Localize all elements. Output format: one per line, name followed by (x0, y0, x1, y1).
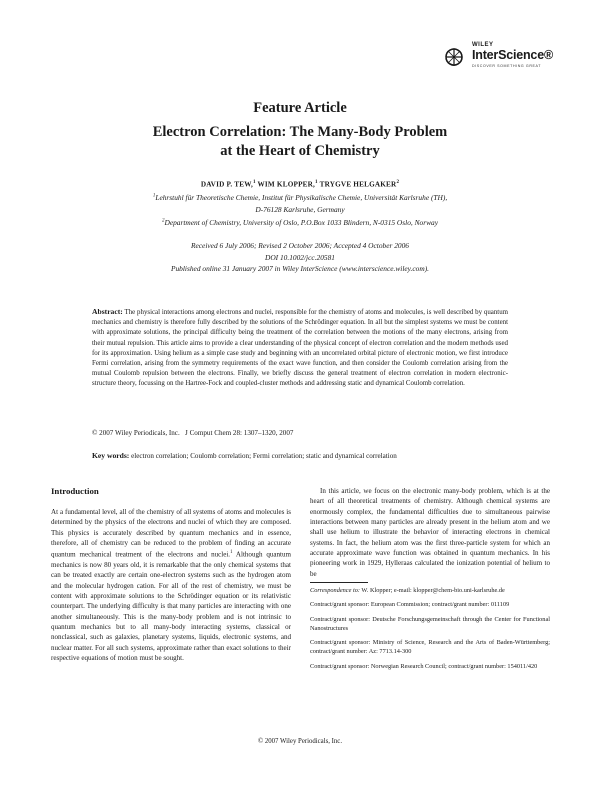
abstract (92, 307, 508, 390)
intro-paragraph-part2: Although quantum mechanics is now 80 years old, it is remarkable that the only chemical systems that can be treated exactly are certain one-electron systems such as the hydrogen atom and the molecular hydrogen cation. For all of the rest of chemistry, we must be content with approximate solutions to the Schrödinger equation or its relativistic counterpart. The underlying difficulty is that many particles are interacting with one another simultaneously. This is the many-body problem and is not intrinsic to quantum mechanics but to all many-body interacting systems, classical or nonclassical, such as galaxies, planetary systems, liquids, electronic systems, and nuclear matter. For all such systems, approximate rather than exact solutions to their respective equations of motion must be sought. (51, 550, 291, 663)
doi: DOI 10.1002/jcc.20581 (265, 253, 335, 262)
abstract-label: Abstract: (92, 307, 123, 316)
abstract-text: The physical interactions among electrons and nuclei, responsible for the chemistry of atoms and molecules, is well described by quantum mechanics and chemistry is therefore fully described by the solutions of the Schrödinger equation. In all but the simplest systems we must be content with approximate solutions, the principal difficulty being the treatment of the correlation between the motions of the many electrons, arising from their mutual repulsion. This article aims to provide a clear understanding of the physical concept of electron correlation and the modern methods used for its approximation. Using helium as a simple case study and beginning with an uncorrelated orbital picture of electronic motion, we first introduce Fermi correlation, arising from the symmetry requirements of the exact wave function, and then consider the Coulomb correlation arising from the mutual Coulomb repulsion between the electrons. Finally, we briefly discuss the general treatment of electron correlation in modern electronic-structure theory, focussing on the Hartree-Fock and coupled-cluster methods and addressing static and dynamical Coulomb correlation. (92, 309, 508, 388)
copyright-owner: © 2007 Wiley Periodicals, Inc. (92, 429, 180, 437)
intro-paragraph-part1: At a fundamental level, all of the chemistry of all systems of atoms and molecules is determined by the physics of the electrons and nuclei of which they are composed. This physics is accurately described by quantum mechanics and in essence, therefore, all of chemistry can be reduced to the problem of finding an accurate quantum mechanical treatment of the electrons and nuclei. (51, 508, 291, 559)
copyright-citation (92, 429, 508, 437)
affiliation-2-sup: 2 (161, 218, 165, 224)
affiliation-1 (0, 193, 600, 202)
author-klopper-sup: 1 (315, 180, 318, 185)
published-online: Published online 31 January 2007 in Wiley InterScience (www.interscience.wiley.com). (170, 264, 430, 273)
affiliation-2 (0, 218, 600, 227)
correspondence-label: Correspondence to: (310, 587, 360, 594)
affiliation-1-line2: D-76128 Karlsruhe, Germany (255, 205, 345, 214)
author-tew-sup: 1 (252, 180, 256, 185)
article-title-line2: at the Heart of Chemistry (220, 143, 380, 159)
keywords (92, 451, 508, 460)
page-footer: © 2007 Wiley Periodicals, Inc. (257, 738, 343, 745)
author-tew: DAVID P. TEW, (200, 180, 253, 189)
author-helgaker: TRYGVE HELGAKER (317, 180, 397, 189)
grant-note-2: Contract/grant sponsor: Deutsche Forschungsgemeinschaft through the Center for Functional Nanostructures (310, 615, 550, 632)
logo-tagline: DISCOVER SOMETHING GREAT (472, 64, 542, 68)
citation-ref-1: 1 (230, 550, 233, 556)
keywords-text: electron correlation; Coulomb correlation; Fermi correlation; static and dynamical correlation (129, 452, 397, 460)
section-heading-introduction: Introduction (51, 486, 99, 496)
author-klopper: WIM KLOPPER, (255, 180, 316, 189)
author-list (0, 180, 600, 188)
affiliation-1-sup: 1 (152, 193, 156, 199)
correspondence-text: W. Klopper; e-mail: klopper@chem-bio.uni-karlsruhe.de (359, 587, 505, 594)
grant-note-1: Contract/grant sponsor: European Commission; contract/grant number: 011109 (310, 601, 510, 609)
logo-publisher: WILEY (472, 42, 494, 48)
article-type: Feature Article (253, 100, 347, 116)
grant-note-3: Contract/grant sponsor: Ministry of Science, Research and the Arts of Baden-Württemberg; contract/grant number: Az: 7713.14-300 (310, 639, 550, 656)
body-column-right: In this article, we focus on the electronic many-body problem, which is at the heart of all theoretical treatments of chemistry. Although chemical systems are enormously complex, the fundamental difficulties due to simultaneous pairwise interactions between many particles are already present in the helium atom and we shall use helium to illustrate the behavior of interacting electrons in chemical systems. In fact, the helium atom was the first three-particle system for which an accurate approximate wave function was obtained in quantum mechanics. In his pioneering work in 1929, Hylleraas calculated the ionization potential of helium to be (310, 487, 550, 578)
publisher-logo (442, 40, 560, 76)
affiliation-1-line1: Lehrstuhl für Theoretische Chemie, Institut für Physikalische Chemie, Universität Karlsruhe (TH), (155, 193, 448, 202)
journal-citation: J Comput Chem 28: 1307–1320, 2007 (185, 429, 294, 437)
correspondence-note (310, 586, 550, 595)
logo-name: InterScience® (472, 48, 553, 62)
body-column-left (51, 507, 291, 664)
logo-mark-icon (442, 44, 466, 70)
received-dates: Received 6 July 2006; Revised 2 October 2006; Accepted 4 October 2006 (190, 241, 409, 250)
affiliation-2-text: Department of Chemistry, University of Oslo, P.O.Box 1033 Blindern, N-0315 Oslo, Norway (164, 218, 438, 227)
grant-note-4: Contract/grant sponsor: Norwegian Research Council; contract/grant number: 154011/420 (310, 662, 538, 670)
keywords-label: Key words: (92, 451, 130, 460)
article-title-line1: Electron Correlation: The Many-Body Problem (152, 124, 448, 140)
author-helgaker-sup: 2 (396, 180, 400, 185)
footnotes (310, 586, 550, 676)
footnote-divider (310, 582, 368, 583)
